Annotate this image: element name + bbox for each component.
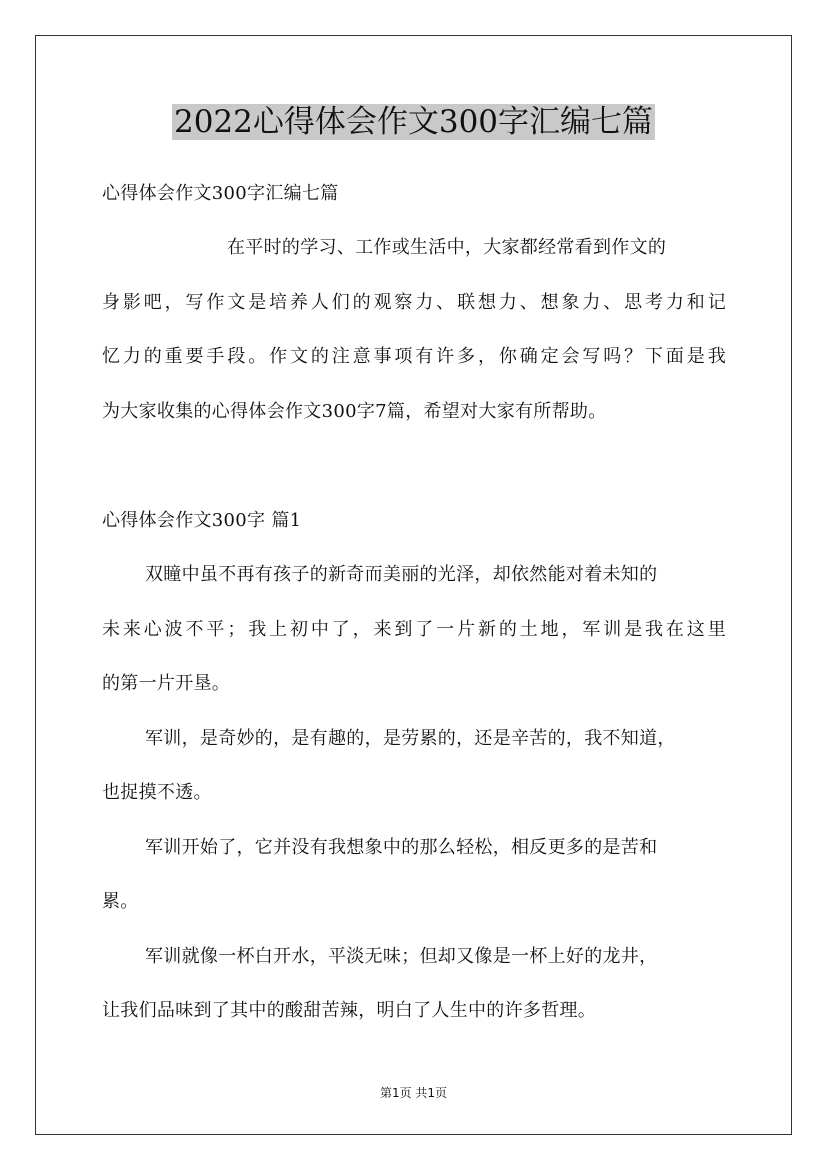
body-line: 双瞳中虽不再有孩子的新奇而美丽的光泽，却依然能对着未知的: [145, 564, 658, 585]
body-line: 的第一片开垦。: [102, 673, 231, 694]
page-number: 第1页 共1页: [379, 1086, 448, 1100]
intro-line: 为大家收集的心得体会作文300字7篇，希望对大家有所帮助。: [102, 401, 607, 422]
body-line: 军训就像一杯白开水，平淡无味；但却又像是一杯上好的龙井，: [145, 946, 658, 967]
document-subtitle: 心得体会作文300字汇编七篇: [102, 183, 339, 204]
body-line: 也捉摸不透。: [102, 782, 212, 803]
body-line: 让我们品味到了其中的酸甜苦辣，明白了人生中的许多哲理。: [102, 1000, 597, 1021]
body-line: 累。: [102, 891, 139, 912]
body-line: 未来心波不平；我上初中了，来到了一片新的土地，军训是我在这里: [102, 619, 726, 640]
intro-line: 在平时的学习、工作或生活中，大家都经常看到作文的: [227, 237, 667, 258]
intro-line: 身影吧，写作文是培养人们的观察力、联想力、想象力、思考力和记: [102, 292, 726, 313]
document-title-text: 2022心得体会作文300字汇编七篇: [173, 104, 654, 140]
intro-line: 忆力的重要手段。作文的注意事项有许多，你确定会写吗？下面是我: [102, 346, 726, 367]
body-line: 军训开始了，它并没有我想象中的那么轻松，相反更多的是苦和: [145, 837, 658, 858]
document-title: [0, 100, 827, 144]
section-heading: 心得体会作文300字 篇1: [102, 510, 302, 531]
body-line: 军训，是奇妙的，是有趣的，是劳累的，还是辛苦的，我不知道，: [145, 728, 676, 749]
